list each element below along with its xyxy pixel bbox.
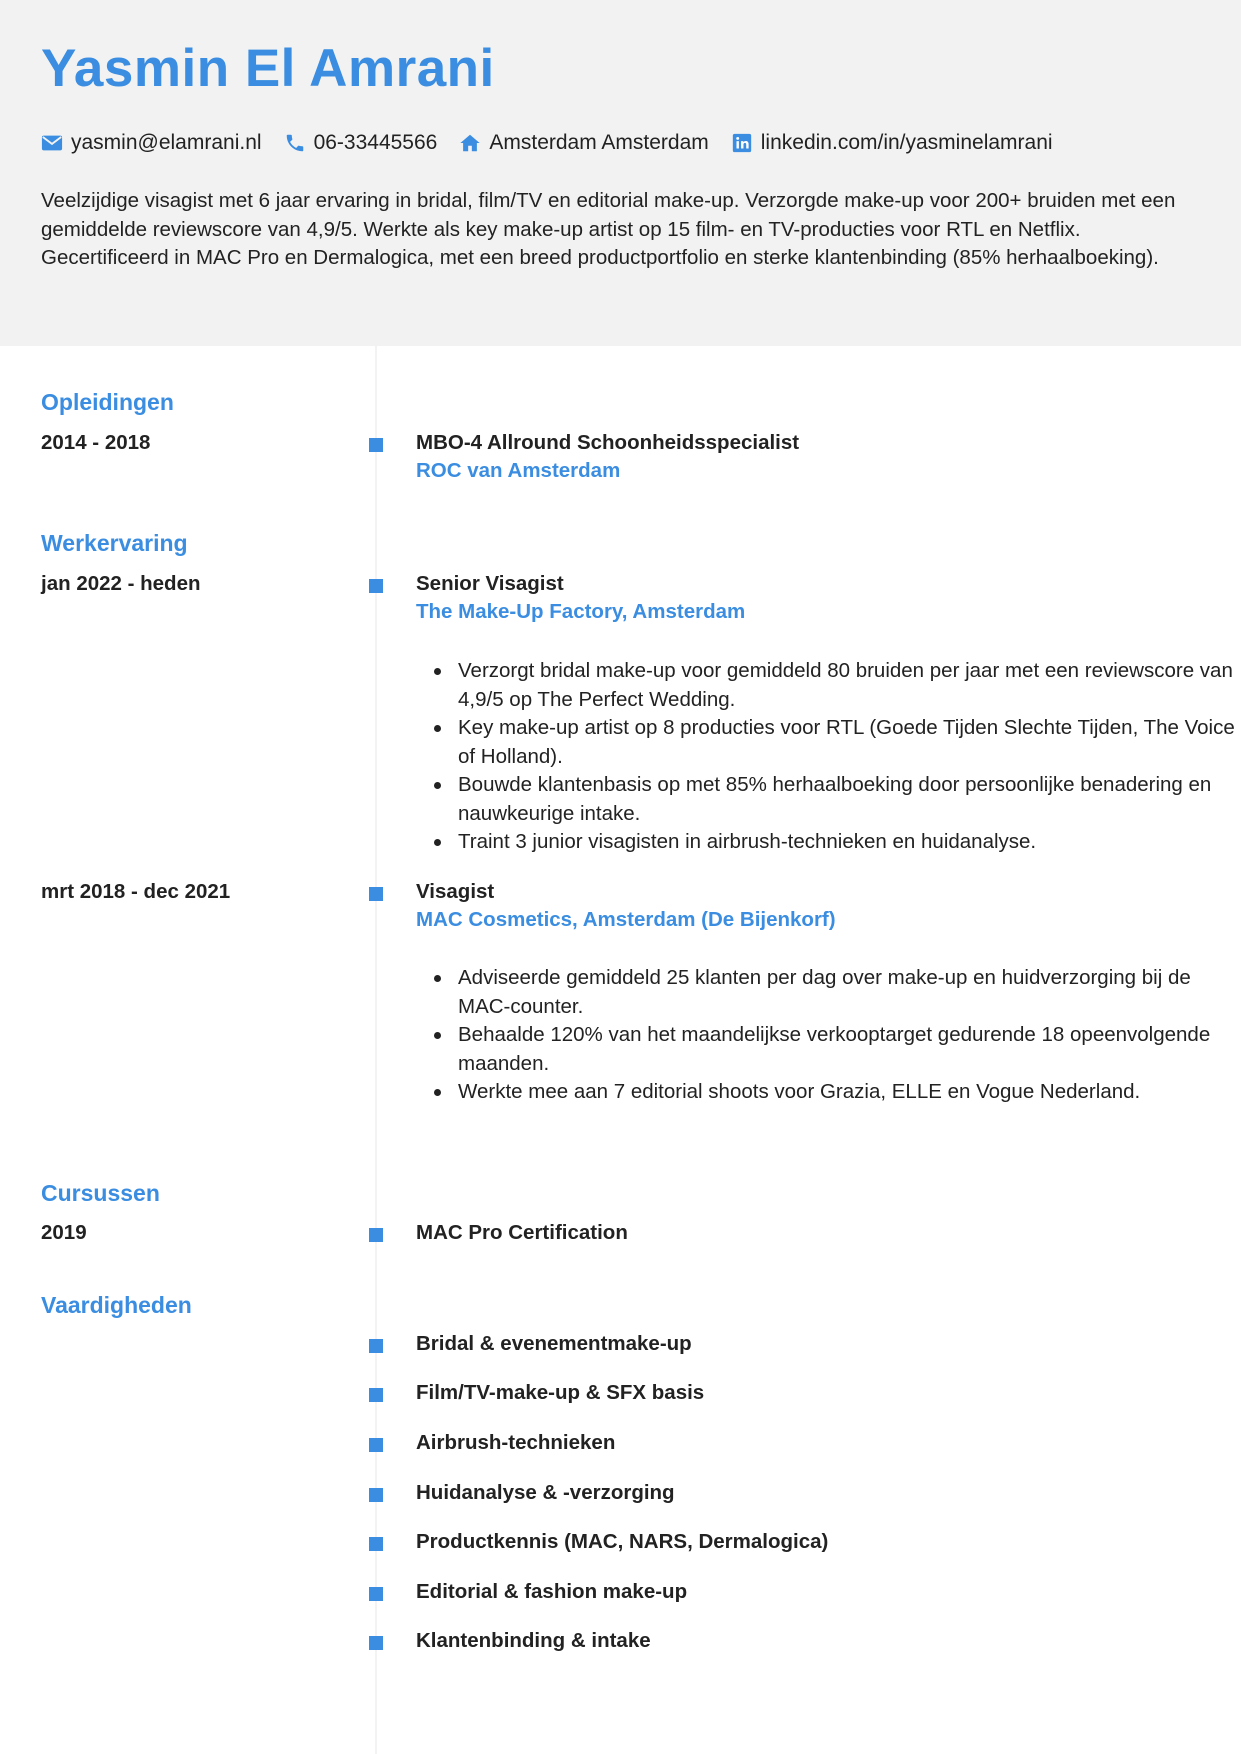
list-item: Verzorgt bridal make-up voor gemiddeld 80 bruiden per jaar met een reviewscore van 4,9/5 op The Perfect Wedding.	[458, 657, 1238, 714]
timeline-marker	[369, 1228, 383, 1242]
list-item: Key make-up artist op 8 producties voor RTL (Goede Tijden Slechte Tijden, The Voice of Holland).	[458, 714, 1238, 771]
timeline-marker	[369, 1488, 383, 1502]
job-title: Senior Visagist	[416, 572, 564, 595]
header-panel	[0, 0, 1241, 346]
skill-item: Editorial & fashion make-up	[416, 1580, 688, 1603]
timeline-marker	[369, 1537, 383, 1551]
experience-date: mrt 2018 - dec 2021	[41, 880, 231, 903]
email-text: yasmin@elamrani.nl	[71, 131, 262, 154]
location-text: Amsterdam Amsterdam	[489, 131, 709, 154]
skill-item: Bridal & evenementmake-up	[416, 1332, 692, 1355]
candidate-name: Yasmin El Amrani	[41, 39, 495, 98]
timeline-marker	[369, 1636, 383, 1650]
phone-icon	[284, 132, 306, 154]
timeline-marker	[369, 1388, 383, 1402]
timeline-marker	[369, 1438, 383, 1452]
linkedin-icon	[731, 132, 753, 154]
job-employer: The Make-Up Factory, Amsterdam	[416, 600, 746, 623]
job-achievements	[416, 964, 1238, 1107]
skill-item: Klantenbinding & intake	[416, 1629, 651, 1652]
course-date: 2019	[41, 1221, 87, 1244]
section-title-courses: Cursussen	[41, 1180, 160, 1206]
course-title: MAC Pro Certification	[416, 1221, 628, 1244]
contact-phone[interactable]	[284, 131, 438, 155]
home-icon	[459, 132, 481, 154]
timeline-marker	[369, 1587, 383, 1601]
timeline-marker	[369, 1339, 383, 1353]
timeline-marker	[369, 887, 383, 901]
contact-linkedin[interactable]	[731, 131, 1053, 155]
skill-item: Productkennis (MAC, NARS, Dermalogica)	[416, 1530, 829, 1553]
education-degree: MBO-4 Allround Schoonheidsspecialist	[416, 431, 800, 454]
education-school: ROC van Amsterdam	[416, 459, 621, 482]
skill-item: Huidanalyse & -verzorging	[416, 1481, 675, 1504]
section-title-experience: Werkervaring	[41, 530, 188, 556]
linkedin-text: linkedin.com/in/yasminelamrani	[760, 131, 1053, 154]
experience-date: jan 2022 - heden	[41, 572, 201, 595]
section-title-education: Opleidingen	[41, 389, 174, 415]
section-title-skills: Vaardigheden	[41, 1292, 192, 1318]
timeline-marker	[369, 579, 383, 593]
envelope-icon	[41, 132, 63, 154]
job-employer: MAC Cosmetics, Amsterdam (De Bijenkorf)	[416, 908, 836, 931]
list-item: Adviseerde gemiddeld 25 klanten per dag over make-up en huidverzorging bij de MAC-counter.	[458, 964, 1238, 1021]
education-date: 2014 - 2018	[41, 431, 151, 454]
job-title: Visagist	[416, 880, 495, 903]
list-item: Bouwde klantenbasis op met 85% herhaalboeking door persoonlijke benadering en nauwkeurige intake.	[458, 771, 1238, 828]
list-item: Behaalde 120% van het maandelijkse verkooptarget gedurende 18 opeenvolgende maanden.	[458, 1021, 1238, 1078]
skill-item: Film/TV-make-up & SFX basis	[416, 1381, 705, 1404]
phone-text: 06-33445566	[313, 131, 438, 154]
contact-bar	[41, 128, 1075, 158]
job-achievements	[416, 657, 1238, 857]
list-item: Traint 3 junior visagisten in airbrush-technieken en huidanalyse.	[458, 828, 1238, 857]
contact-location	[459, 131, 708, 155]
contact-email[interactable]	[41, 131, 262, 155]
list-item: Werkte mee aan 7 editorial shoots voor Grazia, ELLE en Vogue Nederland.	[458, 1078, 1238, 1107]
timeline-marker	[369, 438, 383, 452]
profile-summary: Veelzijdige visagist met 6 jaar ervaring in bridal, film/TV en editorial make-up. Verzorgde make-up voor 200+ bruiden met een gemiddelde reviewscore van 4,9/5. Werkte als key make-up artist op 15 film- en TV-producties voor RTL en Netflix. Gecertificeerd in MAC Pro en Dermalogica, met een breed productportfolio en sterke klantenbinding (85% herhaalboeking).	[41, 189, 1176, 269]
skill-item: Airbrush-technieken	[416, 1431, 616, 1454]
